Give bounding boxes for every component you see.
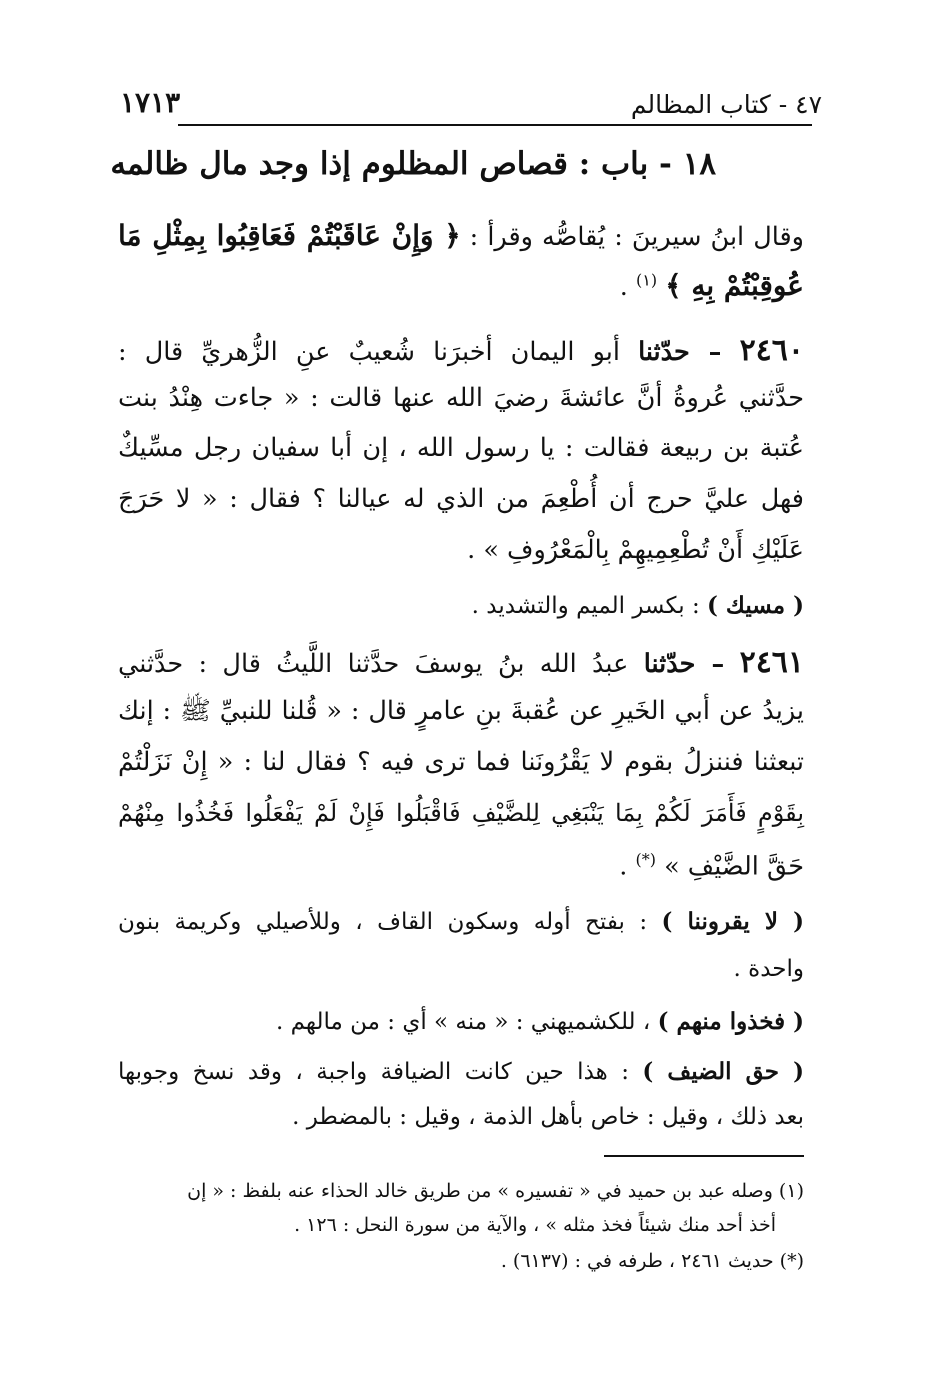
- hadith-2461-line-2: يزيدُ عن أبي الخَيرِ عن عُقبةَ بنِ عامرٍ قال : « قُلنا للنبيِّ ﷺ : إنك: [118, 696, 804, 726]
- hadith-2460-line-3: عُتبة بن ربيعة فقالت : يا رسول الله ، إن أبا سفيان رجل مسِّيكٌ: [118, 433, 804, 463]
- note-yaqrunana: [118, 910, 804, 934]
- running-head-book-title: ٤٧ - كتاب المظالم: [630, 90, 822, 119]
- page-number: ١٧١٣: [120, 86, 181, 119]
- note-head: ( فخذوا منهم ): [657, 1008, 804, 1035]
- intro-line-1: [118, 219, 804, 252]
- footnote-divider: [604, 1155, 804, 1157]
- note-haqq-al-dayf: [118, 1060, 804, 1084]
- note-fakhudhu: [118, 1010, 804, 1034]
- hadith-text: عبدُ الله بنُ يوسفَ حدَّثنا اللَّيثُ قال : حدَّثني: [118, 649, 629, 679]
- note-yaqrunana-cont: واحدة .: [733, 956, 804, 982]
- note-text: : بكسر الميم والتشديد .: [471, 593, 700, 619]
- note-text: : بفتح أوله وسكون القاف ، وللأصيلي وكريمة بنون: [118, 909, 648, 935]
- hadith-text: أبو اليمان أخبرَنا شُعيبٌ عنِ الزُّهريِّ قال :: [118, 337, 620, 367]
- hadith-2461-line-3: تبعثنا فننزلُ بقوم لا يَقْرُونَنا فما ترى فيه ؟ فقال لنا : « إِنْ نَزَلْتُمْ: [118, 747, 804, 777]
- hadith-number: ٢٤٦١: [739, 645, 805, 680]
- footnote-star: (*) حديث ٢٤٦١ ، طرفه في : (٦١٣٧) .: [500, 1250, 804, 1272]
- footnote-ref-1: (١): [636, 270, 658, 290]
- intro-line-2: [118, 269, 804, 302]
- hadith-lead: – حدّثنا: [638, 337, 722, 367]
- hadith-2460-line-2: حدَّثني عُروةُ أنَّ عائشةَ رضيَ الله عنها قالت : « جاءت هِنْدُ بنت: [118, 383, 804, 413]
- header-divider: [178, 124, 812, 126]
- note-head: ( لا يقروننا ): [661, 908, 805, 935]
- footnote-ref-star: (*): [635, 850, 656, 869]
- hadith-2461-line-4: بِقَوْمٍ فَأَمَرَ لَكُمْ بِمَا يَنْبَغِي لِلضَّيْفِ فَاقْبَلُوا فَإِنْ لَمْ يَفْعَلُوا فَخُذُوا مِنْهُمْ: [118, 799, 804, 827]
- footnote-1-line-2: أخذ أحد منك شيئاً فخذ مثله » ، والآية من سورة النحل : ١٢٦ .: [294, 1214, 776, 1236]
- hadith-number: ٢٤٦٠: [739, 333, 805, 368]
- quran-verse-part-2: عُوقِبْتُمْ بِهِ ﴾: [665, 269, 804, 302]
- note-haqq-al-dayf-cont: بعد ذلك ، وقيل : خاص بأهل الذمة ، وقيل : بالمضطر .: [292, 1104, 804, 1130]
- hadith-lead: – حدّثنا: [643, 649, 725, 679]
- chapter-title: ١٨ - باب : قصاص المظلوم إذا وجد مال ظالمه: [110, 146, 716, 182]
- intro-text: وقال ابنُ سيرينَ : يُقاصُّه وقرأ :: [469, 222, 804, 252]
- footnote-1-line-1: (١) وصله عبد بن حميد في « تفسيره » من طريق خالد الحذاء عنه بلفظ : « إن: [187, 1180, 804, 1202]
- hadith-end: .: [619, 851, 628, 882]
- hadith-2461-line-1: [118, 645, 805, 680]
- hadith-2460-line-5: عَلَيْكِ أَنْ تُطْعِمِيهِمْ بِالْمَعْرُوفِ » .: [467, 535, 804, 565]
- hadith-2461-line-5: [118, 852, 804, 880]
- quran-verse-part-1: ﴿ وَإِنْ عَاقَبْتُمْ فَعَاقِبُوا بِمِثْلِ مَا: [118, 219, 461, 252]
- hadith-2460-line-4: فهل عليَّ حرج أن أُطْعِمَ من الذي له عيالنا ؟ فقال : « لا حَرَجَ: [118, 484, 804, 514]
- hadith-2460-note: [118, 594, 804, 618]
- note-head: ( حق الضيف ): [642, 1058, 805, 1085]
- intro-end: .: [619, 272, 628, 302]
- hadith-2460-line-1: [118, 333, 805, 368]
- note-text: : هذا حين كانت الضيافة واجبة ، وقد نسخ وجوبها: [118, 1059, 629, 1085]
- hadith-text: حَقَّ الضَّيْفِ »: [664, 851, 804, 882]
- note-text: ، للكشميهني : « منه » أي : من مالهم .: [275, 1009, 651, 1035]
- note-head: ( مسيك ): [707, 592, 804, 619]
